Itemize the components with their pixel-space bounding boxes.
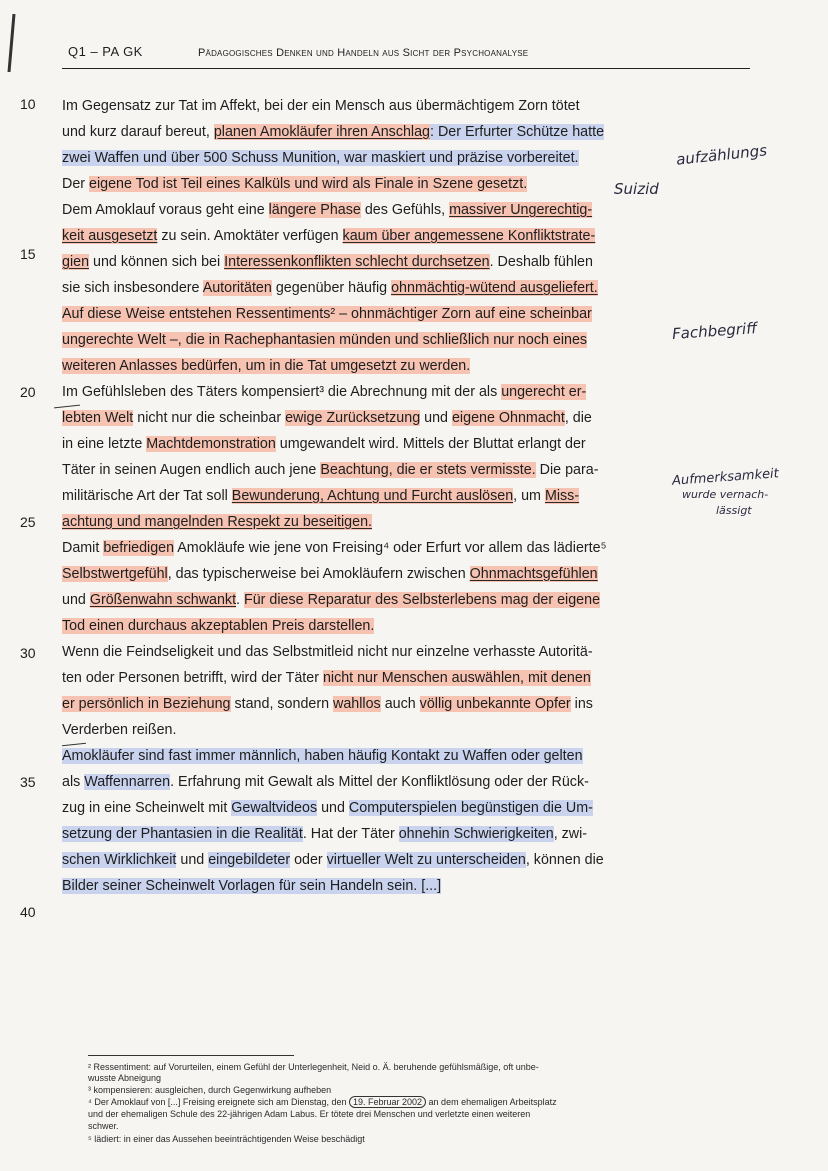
highlight-pink: ewige Zurücksetzung — [285, 410, 421, 426]
highlight-pink: kaum über angemessene Konfliktstrate- — [342, 228, 596, 244]
footnote: und der ehemaligen Schule des 22-jährigen Adam Labus. Er tötete drei Menschen und verletzte einen weiteren — [88, 1109, 531, 1119]
margin-note: wurde vernach- — [682, 488, 769, 501]
text-span: und können sich bei — [89, 254, 225, 270]
highlight-pink: eigene Tod ist Teil eines Kalküls und wird als Finale in Szene gesetzt. — [89, 176, 528, 192]
text-line — [62, 536, 607, 560]
text-span: Die para- — [535, 462, 599, 478]
text-line — [62, 250, 593, 274]
highlight-pink: Beachtung, die er stets vermisste. — [320, 462, 536, 478]
text-line — [62, 458, 598, 482]
footnote-text: an dem ehemaligen Arbeitsplatz — [426, 1097, 557, 1107]
text-span: , das typischerweise bei Amokläufern zwischen — [167, 566, 470, 582]
text-line — [62, 874, 441, 898]
margin-note: Suizid — [614, 180, 659, 198]
footnote-rule — [88, 1055, 294, 1056]
text-span: und — [420, 410, 452, 426]
highlight-blue: eingebildeter — [208, 852, 291, 868]
text-span: , die — [564, 410, 592, 426]
highlight-pink: er persönlich in Beziehung — [62, 696, 231, 712]
text-span: als — [62, 774, 85, 790]
line-number: 25 — [20, 514, 36, 530]
text-line — [62, 198, 592, 222]
highlight-pink: Für diese Reparatur des Selbsterlebens mag der eigene — [244, 592, 601, 608]
line-number: 10 — [20, 96, 36, 112]
text-line — [62, 510, 372, 534]
highlight-blue: : — [430, 124, 438, 140]
text-span: nicht nur die scheinbar — [133, 410, 286, 426]
line-number: 35 — [20, 774, 36, 790]
highlight-blue: Amokläufer sind fast immer männlich, haben häufig Kontakt zu Waffen oder gelten — [62, 748, 583, 764]
text-span: umgewandelt wird. Mittels der Bluttat erlangt der — [275, 436, 586, 452]
highlight-pink: nicht nur Menschen auswählen, mit denen — [322, 670, 591, 686]
margin-note: lässigt — [716, 504, 752, 517]
highlight-blue: Gewaltvideos — [231, 800, 318, 816]
margin-note: aufzählungs — [675, 141, 768, 169]
text-span: . Deshalb fühlen — [489, 254, 593, 270]
text-span: gegenüber häufig — [271, 280, 392, 296]
footnote: ⁵ lädiert: in einer das Aussehen beeinträchtigenden Weise beschädigt — [88, 1134, 365, 1144]
highlight-pink: ungerecht er- — [501, 384, 587, 400]
text-span: stand, sondern — [230, 696, 334, 712]
text-span: Dem Amoklauf voraus geht eine — [62, 202, 269, 218]
text-line — [62, 172, 527, 196]
text-line — [62, 146, 579, 170]
text-span: und — [176, 852, 209, 868]
text-line — [62, 744, 583, 768]
text-line — [62, 640, 593, 664]
footnote-text: ⁴ Der Amoklauf von [...] Freising ereignete sich am Dienstag, den — [88, 1097, 349, 1107]
text-line — [62, 718, 176, 742]
highlight-blue: Computerspielen begünstigen die Um- — [348, 800, 593, 816]
footnote: ³ kompensieren: ausgleichen, durch Gegenwirkung aufheben — [88, 1085, 332, 1095]
text-line — [62, 666, 591, 690]
text-line — [62, 796, 593, 820]
margin-note: Aufmerksamkeit — [671, 466, 780, 489]
text-line — [62, 588, 600, 612]
highlight-pink: Bewunderung, Achtung und Furcht auslösen — [231, 488, 514, 504]
text-line — [62, 328, 587, 352]
highlight-pink: Machtdemonstration — [146, 436, 276, 452]
footnote — [88, 1097, 708, 1108]
staple-mark — [6, 14, 16, 72]
footnote: wusste Abneigung — [88, 1073, 162, 1083]
highlight-pink: lebten Welt — [62, 410, 134, 426]
highlight-pink: keit ausgesetzt — [62, 228, 158, 244]
highlight-blue: Der Erfurter Schütze hatte — [437, 124, 605, 140]
text-span: in eine letzte — [62, 436, 147, 452]
highlight-pink: Größenwahn schwankt — [89, 592, 237, 608]
text-line — [62, 94, 580, 118]
text-span: , zwi- — [553, 826, 588, 842]
highlight-pink: Autoritäten — [202, 280, 272, 296]
text-span: . Erfahrung mit Gewalt als Mittel der Konfliktlösung oder der Rück- — [170, 774, 589, 790]
text-line — [62, 406, 592, 430]
highlight-pink: längere Phase — [268, 202, 361, 218]
text-span: Täter in seinen Augen endlich auch jene — [62, 462, 321, 478]
line-number: 15 — [20, 246, 36, 262]
highlight-pink: gien — [62, 254, 90, 270]
text-line — [62, 120, 604, 144]
highlight-blue: schen Wirklichkeit — [62, 852, 177, 868]
text-line — [62, 380, 586, 404]
footnote: ² Ressentiment: auf Vorurteilen, einem Gefühl der Unterlegenheit, Neid o. Ä. beruhende gefühlsmäßige, oft unbe- — [88, 1062, 539, 1072]
highlight-pink: Ohnmachtsgefühlen — [469, 566, 598, 582]
highlight-pink: eigene Ohnmacht — [451, 410, 565, 426]
line-number: 30 — [20, 645, 36, 661]
text-span: . Hat der Täter — [302, 826, 399, 842]
text-line — [62, 614, 374, 638]
line-number: 20 — [20, 384, 36, 400]
text-span: und — [317, 800, 349, 816]
footnote: schwer. — [88, 1121, 119, 1131]
text-line — [62, 276, 598, 300]
text-line — [62, 692, 593, 716]
text-line — [62, 770, 589, 794]
text-span: ten oder Personen betrifft, wird der Täter — [62, 670, 323, 686]
page-header — [62, 44, 750, 69]
highlight-blue: zwei Waffen und über 500 Schuss Munition, war maskiert und präzise vorbereitet. — [62, 150, 579, 166]
text-span: und — [62, 592, 90, 608]
text-span: , können die — [525, 852, 604, 868]
text-span: oder — [290, 852, 327, 868]
text-span: zug in eine Scheinwelt mit — [62, 800, 232, 816]
highlight-pink: achtung und mangelnden Respekt zu beseitigen. — [62, 514, 372, 530]
text-line — [62, 432, 586, 456]
line-number: 40 — [20, 904, 36, 920]
highlight-pink: Auf diese Weise entstehen Ressentiments² – ohnmächtiger Zorn auf eine scheinbar — [62, 306, 592, 322]
text-span: , um — [513, 488, 545, 504]
highlight-blue: Bilder seiner Scheinwelt Vorlagen für sein Handeln sein. [...] — [62, 878, 442, 894]
highlight-pink: weiteren Anlasses bedürfen, um in die Tat umgesetzt zu werden. — [62, 358, 471, 374]
text-line — [62, 484, 579, 508]
highlight-pink: Miss- — [544, 488, 580, 504]
highlight-blue: virtueller Welt zu unterscheiden — [326, 852, 526, 868]
highlight-blue: Waffennarren — [84, 774, 171, 790]
highlight-pink: ohnmächtig-wütend ausgeliefert. — [391, 280, 598, 296]
text-span: ins — [570, 696, 593, 712]
highlight-pink: wahllos — [333, 696, 381, 712]
highlight-blue: ohnehin Schwierigkeiten — [398, 826, 554, 842]
highlight-pink: ungerechte Welt –, die in Rachephantasien münden und schließlich nur noch eines — [62, 332, 588, 348]
highlight-pink: planen Amokläufer ihren Anschlag — [213, 124, 430, 140]
text-span: zu sein. Amoktäter verfügen — [157, 228, 343, 244]
text-span: Im Gefühlsleben des Täters kompensiert³ die Abrechnung mit der als — [62, 384, 502, 400]
highlight-pink: Selbstwertgefühl — [62, 566, 168, 582]
margin-note: Fachbegriff — [671, 319, 758, 343]
text-span: des Gefühls, — [360, 202, 450, 218]
text-line — [62, 224, 595, 248]
text-span: sie sich insbesondere — [62, 280, 203, 296]
text-line — [62, 848, 604, 872]
text-span: militärische Art der Tat soll — [62, 488, 232, 504]
text-line — [62, 354, 470, 378]
text-span: Der — [62, 176, 90, 192]
header-title: Pädagogisches Denken und Handeln aus Sicht der Psychoanalyse — [198, 47, 529, 59]
text-span: Verderben reißen. — [62, 722, 177, 738]
text-span: Damit — [62, 540, 104, 556]
text-span: und kurz darauf bereut, — [62, 124, 214, 140]
text-span: Im Gegensatz zur Tat im Affekt, bei der ein Mensch aus übermächtigem Zorn tötet — [62, 98, 580, 114]
highlight-pink: völlig unbekannte Opfer — [419, 696, 571, 712]
text-span: . — [236, 592, 244, 608]
highlight-pink: Interessenkonflikten schlecht durchsetzen — [224, 254, 490, 270]
circled-date: 19. Februar 2002 — [349, 1096, 426, 1108]
text-span: auch — [380, 696, 420, 712]
text-span: Wenn die Feindseligkeit und das Selbstmitleid nicht nur einzelne verhasste Autoritä- — [62, 644, 593, 660]
course-label: Q1 – PA GK — [68, 44, 143, 59]
text-line — [62, 822, 587, 846]
highlight-pink: massiver Ungerechtig- — [449, 202, 593, 218]
highlight-pink: Tod einen durchaus akzeptablen Preis darstellen. — [62, 618, 375, 634]
highlight-pink: befriedigen — [103, 540, 175, 556]
highlight-blue: setzung der Phantasien in die Realität — [62, 826, 303, 842]
text-line — [62, 562, 598, 586]
text-line — [62, 302, 592, 326]
text-span: Amokläufe wie jene von Freising⁴ oder Erfurt vor allem das lädierte⁵ — [174, 540, 607, 556]
